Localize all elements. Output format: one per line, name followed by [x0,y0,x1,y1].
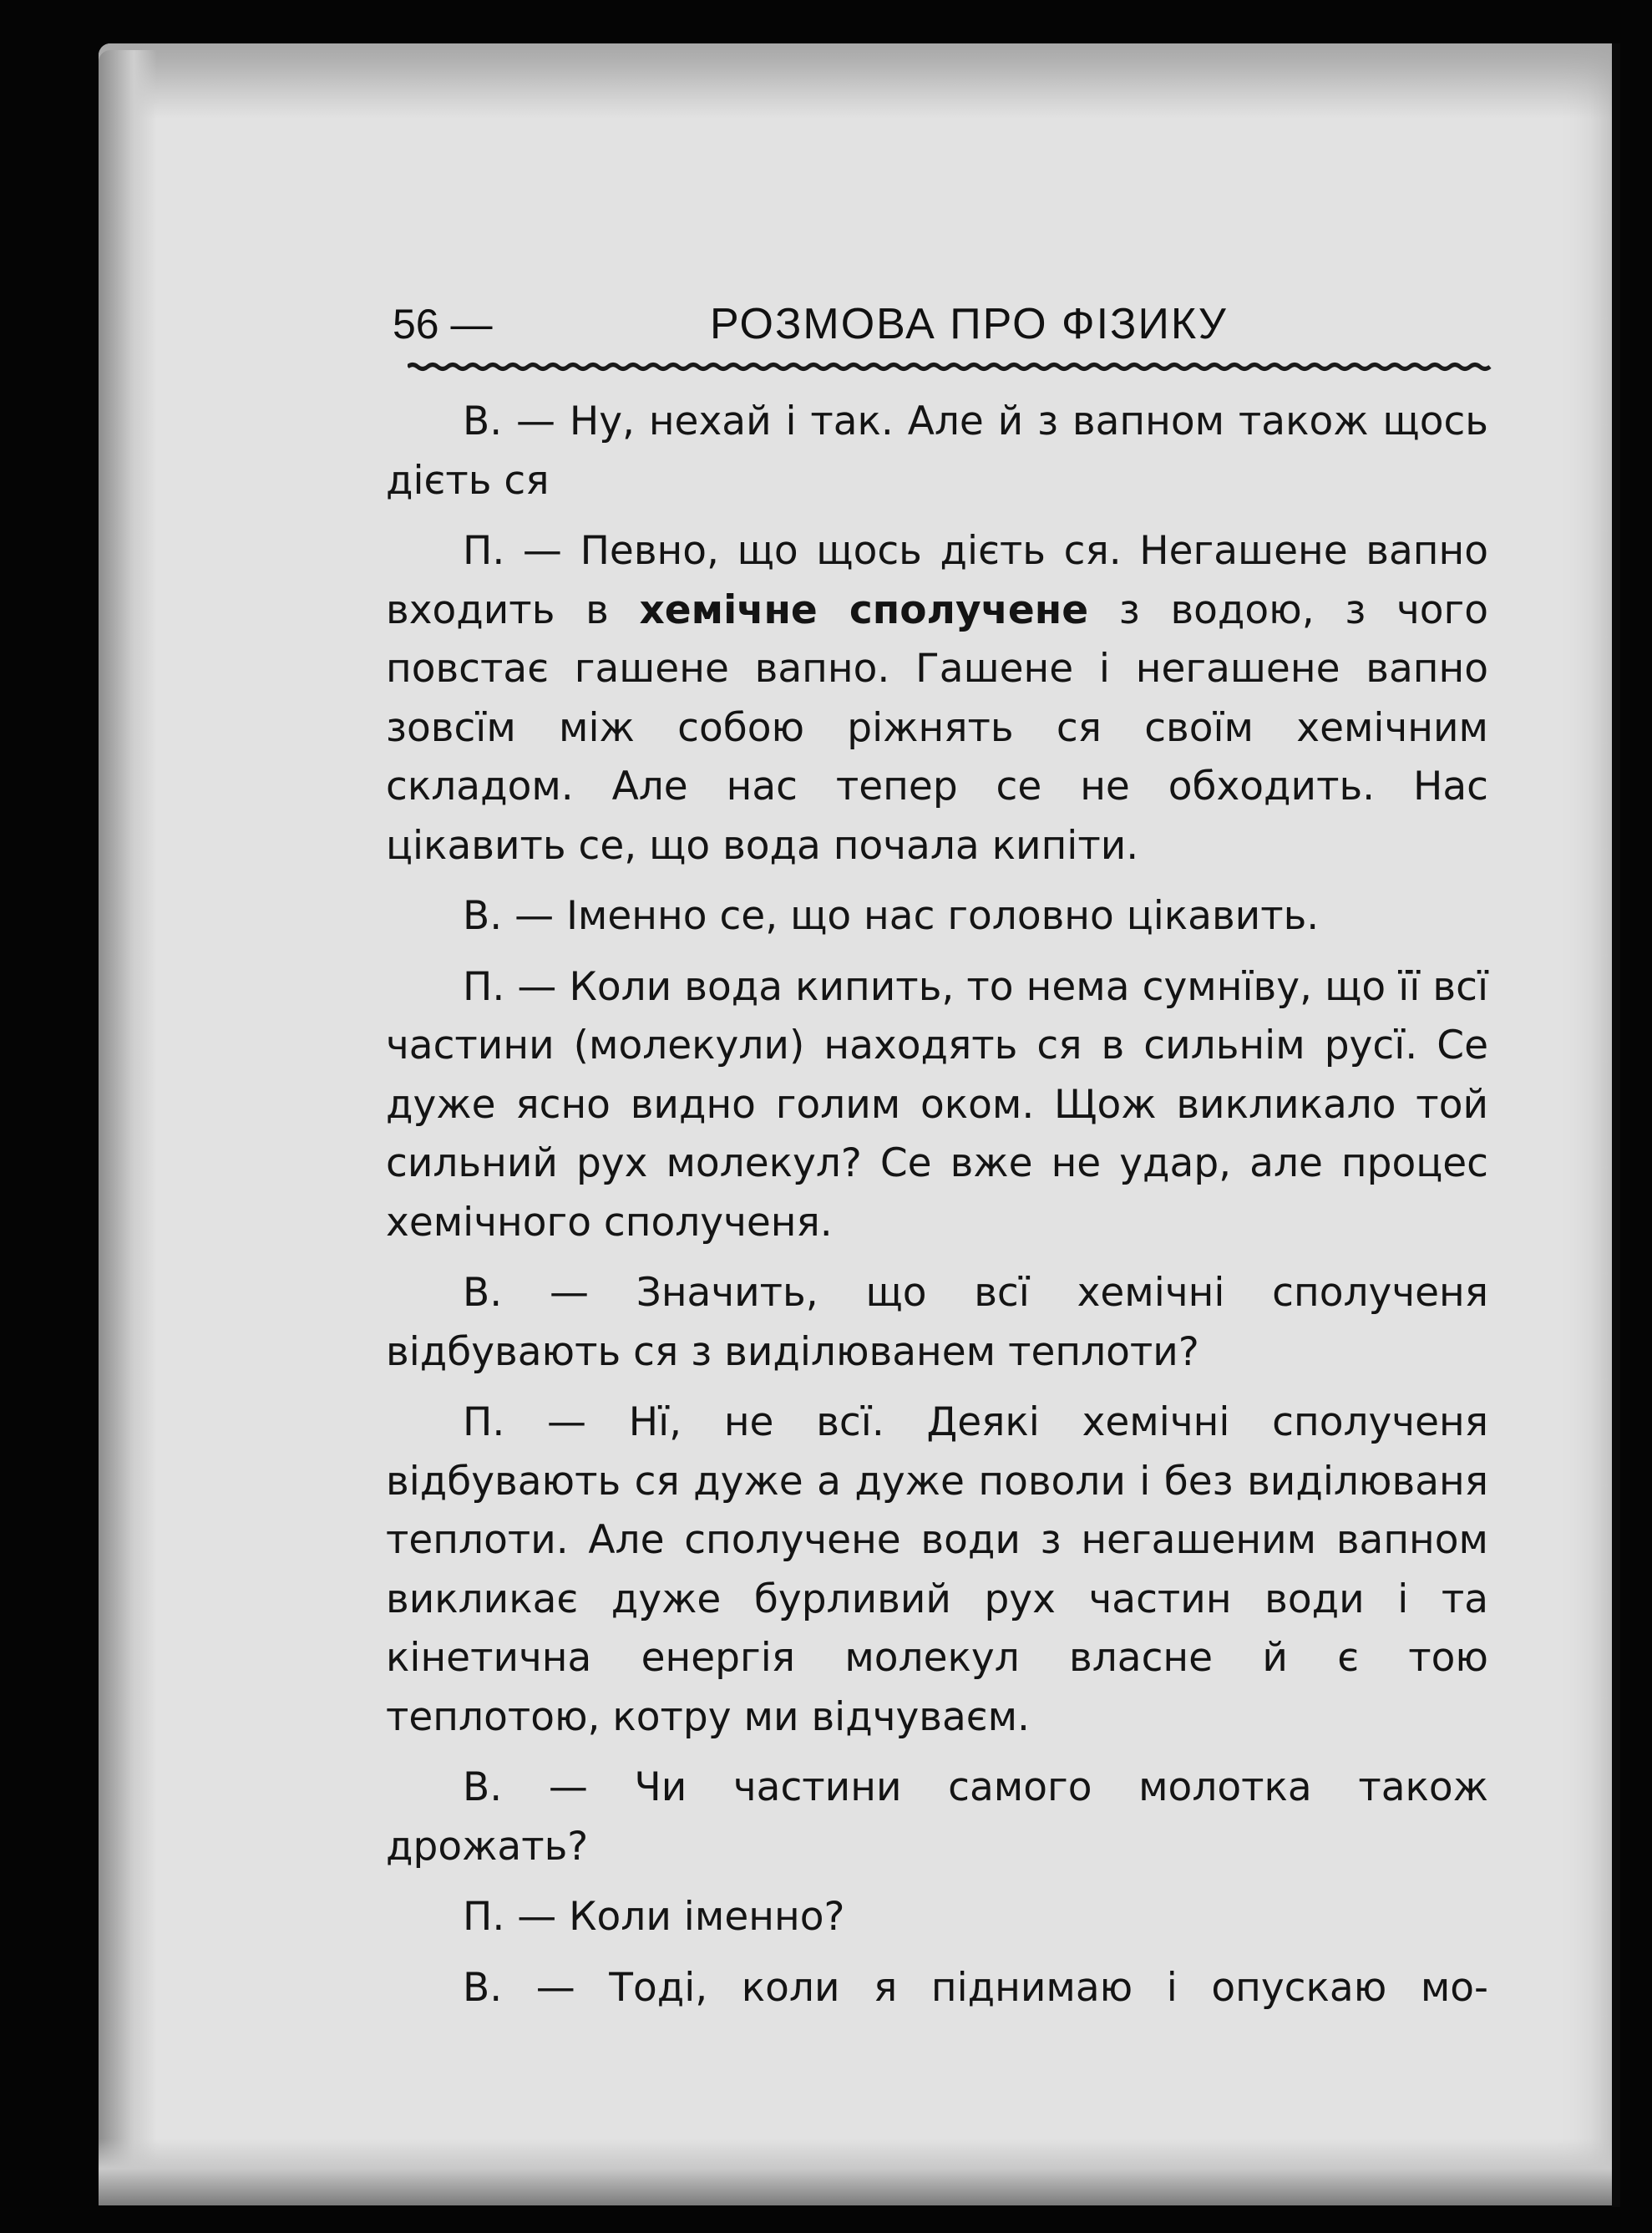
paragraph-8: П. — Коли іменно? [463,1894,845,1940]
running-header [393,291,1495,358]
page-edge-left [99,50,157,2197]
page-edge-bottom [99,2139,1619,2205]
paragraph-4: П. — Коли вода кипить, то нема сумнїву, що її всї частини (молекули) находять ся в сильнім русї. Се дуже ясно видно голим оком. Щож викликало той сильний рух молекул? Се вже не удар, але процес хемічного сполученя. [386,963,1488,1246]
header-title: РОЗМОВА ПРО ФІЗИКУ [710,300,1228,348]
page-edge-top [99,43,1619,119]
paragraph-2 [386,522,1488,875]
body-text [386,393,1488,2029]
paragraph-1: В. — Ну, нехай і так. Але й з вапном також щось дієть ся [386,398,1488,504]
header-wavy-rule [408,361,1493,373]
paragraph-5: В. — Значить, що всї хемічні сполученя відбувають ся з виділюванем теплоти? [386,1270,1488,1375]
paragraph-6: П. — Нї, не всї. Деякі хемічні сполученя відбувають ся дуже а дуже поволи і без виділюваня теплоти. Але сполучене води з негашеним вапном викликає дуже бурливий рух частин води і та кінетична енергія молекул власне й є тою теплотою, котру ми відчуваєм. [386,1399,1488,1740]
paragraph-2-start: П. — Певно, що щось дієть ся. Негашене вапно входить в [386,528,1488,633]
page-right-border [1612,43,1620,2207]
paragraph-3: В. — Іменно се, що нас головно цікавить. [463,893,1320,939]
paragraph-9: В. — Тоді, коли я піднимаю і опускаю мо- [463,1964,1488,2011]
paragraph-7: В. — Чи частини самого молотка також дрожать? [386,1764,1488,1870]
page-number: 56 — [393,301,493,348]
bold-term: хемічне сполучене [639,586,1089,633]
paragraph-2-end: з водою, з чого повстає гашене вапно. Гашене і негашене вапно зовсїм між собою ріжнять ся своїм хемічним складом. Але нас тепер се не обходить. Нас цікавить се, що вода почала кипіти. [386,586,1488,869]
